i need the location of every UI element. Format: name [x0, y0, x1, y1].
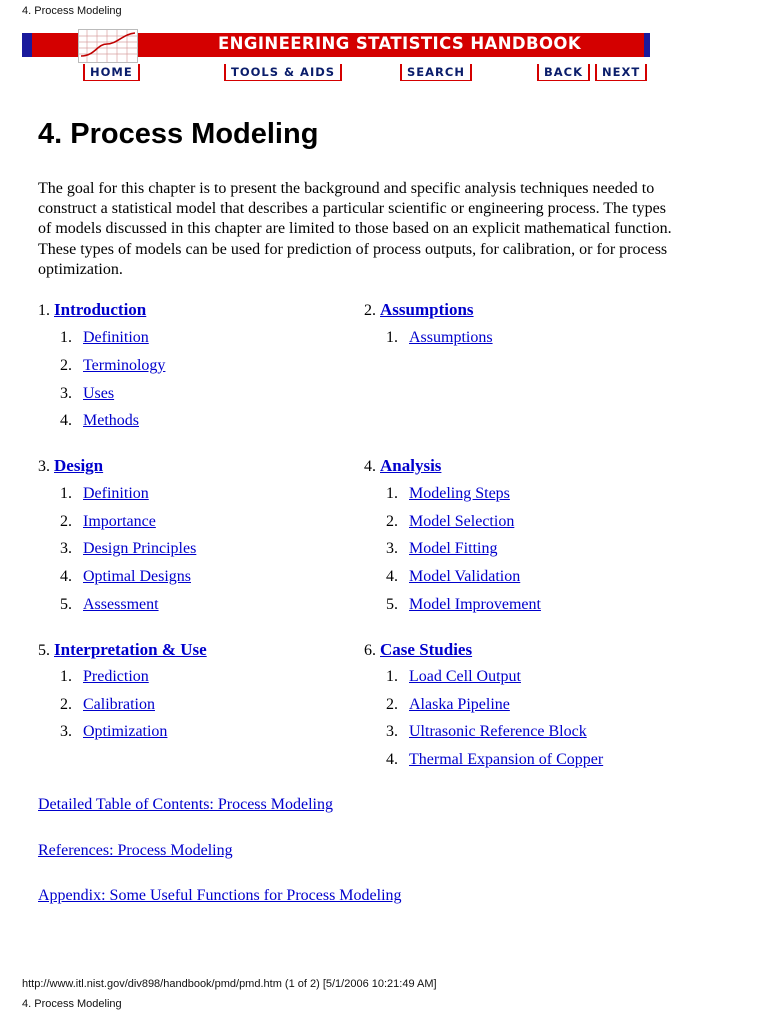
intro-paragraph: The goal for this chapter is to present the background and specific analysis techniques needed to construct a statistical model that describes a particular scientific or engineering process. The types of models discussed in this chapter are limited to those based on an explicit mathematical function. These types of models can be used for prediction of process outputs, for calibration, or for process optimization.: [38, 180, 672, 278]
link-alaska-pipeline[interactable]: Alaska Pipeline: [409, 696, 510, 713]
back-button[interactable]: BACK: [537, 64, 590, 81]
link-thermal-expansion-copper[interactable]: Thermal Expansion of Copper: [409, 751, 604, 768]
item-number: 4.: [60, 568, 72, 585]
graph-logo-icon[interactable]: [78, 29, 138, 63]
link-prediction[interactable]: Prediction: [83, 668, 149, 685]
item-number: 3.: [60, 385, 72, 402]
link-assumptions[interactable]: Assumptions: [409, 329, 493, 346]
link-design-definition[interactable]: Definition: [83, 485, 149, 502]
link-appendix[interactable]: Appendix: Some Useful Functions for Process Modeling: [38, 887, 402, 904]
link-methods[interactable]: Methods: [83, 412, 139, 429]
item-number: 2.: [60, 513, 72, 530]
link-optimal-designs[interactable]: Optimal Designs: [83, 568, 191, 585]
item-number: 4.: [386, 751, 398, 768]
item-number: 3.: [386, 540, 398, 557]
section-number: 3.: [38, 458, 50, 475]
section-link-case-studies[interactable]: Case Studies: [380, 640, 473, 659]
link-calibration[interactable]: Calibration: [83, 696, 155, 713]
item-number: 1.: [60, 668, 72, 685]
section-link-analysis[interactable]: Analysis: [380, 456, 442, 475]
link-ultrasonic-reference-block[interactable]: Ultrasonic Reference Block: [409, 723, 587, 740]
link-model-fitting[interactable]: Model Fitting: [409, 540, 498, 557]
item-number: 1.: [60, 329, 72, 346]
section-link-interpretation-use[interactable]: Interpretation & Use: [54, 640, 207, 659]
section-number: 1.: [38, 302, 50, 319]
item-number: 5.: [386, 596, 398, 613]
link-model-selection[interactable]: Model Selection: [409, 513, 515, 530]
section-number: 2.: [364, 302, 376, 319]
item-number: 1.: [386, 485, 398, 502]
link-load-cell-output[interactable]: Load Cell Output: [409, 668, 521, 685]
section-link-design[interactable]: Design: [54, 456, 104, 475]
link-optimization[interactable]: Optimization: [83, 723, 168, 740]
item-number: 2.: [60, 696, 72, 713]
link-uses[interactable]: Uses: [83, 385, 115, 402]
item-number: 1.: [60, 485, 72, 502]
print-footer-url: http://www.itl.nist.gov/div898/handbook/pmd/pmd.htm (1 of 2) [5/1/2006 10:21:49 AM]: [22, 978, 437, 990]
banner-left-stripe: [22, 33, 32, 57]
link-modeling-steps[interactable]: Modeling Steps: [409, 485, 510, 502]
item-number: 2.: [386, 696, 398, 713]
item-number: 1.: [386, 668, 398, 685]
search-button[interactable]: SEARCH: [400, 64, 472, 81]
item-number: 3.: [60, 723, 72, 740]
item-number: 5.: [60, 596, 72, 613]
section-link-introduction[interactable]: Introduction: [54, 300, 147, 319]
item-number: 4.: [60, 412, 72, 429]
item-number: 4.: [386, 568, 398, 585]
banner-title: ENGINEERING STATISTICS HANDBOOK: [218, 34, 582, 53]
link-importance[interactable]: Importance: [83, 513, 156, 530]
link-model-improvement[interactable]: Model Improvement: [409, 596, 541, 613]
page-title: 4. Process Modeling: [38, 118, 319, 150]
item-number: 1.: [386, 329, 398, 346]
section-number: 5.: [38, 642, 50, 659]
link-model-validation[interactable]: Model Validation: [409, 568, 521, 585]
link-references[interactable]: References: Process Modeling: [38, 842, 233, 859]
link-intro-definition[interactable]: Definition: [83, 329, 149, 346]
home-button[interactable]: HOME: [83, 64, 140, 81]
section-link-assumptions[interactable]: Assumptions: [380, 300, 474, 319]
handbook-banner: [22, 33, 650, 57]
banner-right-stripe: [644, 33, 650, 57]
print-header-title: 4. Process Modeling: [22, 5, 122, 17]
link-detailed-toc[interactable]: Detailed Table of Contents: Process Modeling: [38, 796, 333, 813]
link-design-principles[interactable]: Design Principles: [83, 540, 197, 557]
print-footer-title: 4. Process Modeling: [22, 998, 122, 1010]
item-number: 3.: [386, 723, 398, 740]
item-number: 3.: [60, 540, 72, 557]
link-assessment[interactable]: Assessment: [83, 596, 159, 613]
section-number: 4.: [364, 458, 376, 475]
link-terminology[interactable]: Terminology: [83, 357, 166, 374]
item-number: 2.: [386, 513, 398, 530]
item-number: 2.: [60, 357, 72, 374]
next-button[interactable]: NEXT: [595, 64, 647, 81]
section-number: 6.: [364, 642, 376, 659]
tools-aids-button[interactable]: TOOLS & AIDS: [224, 64, 342, 81]
